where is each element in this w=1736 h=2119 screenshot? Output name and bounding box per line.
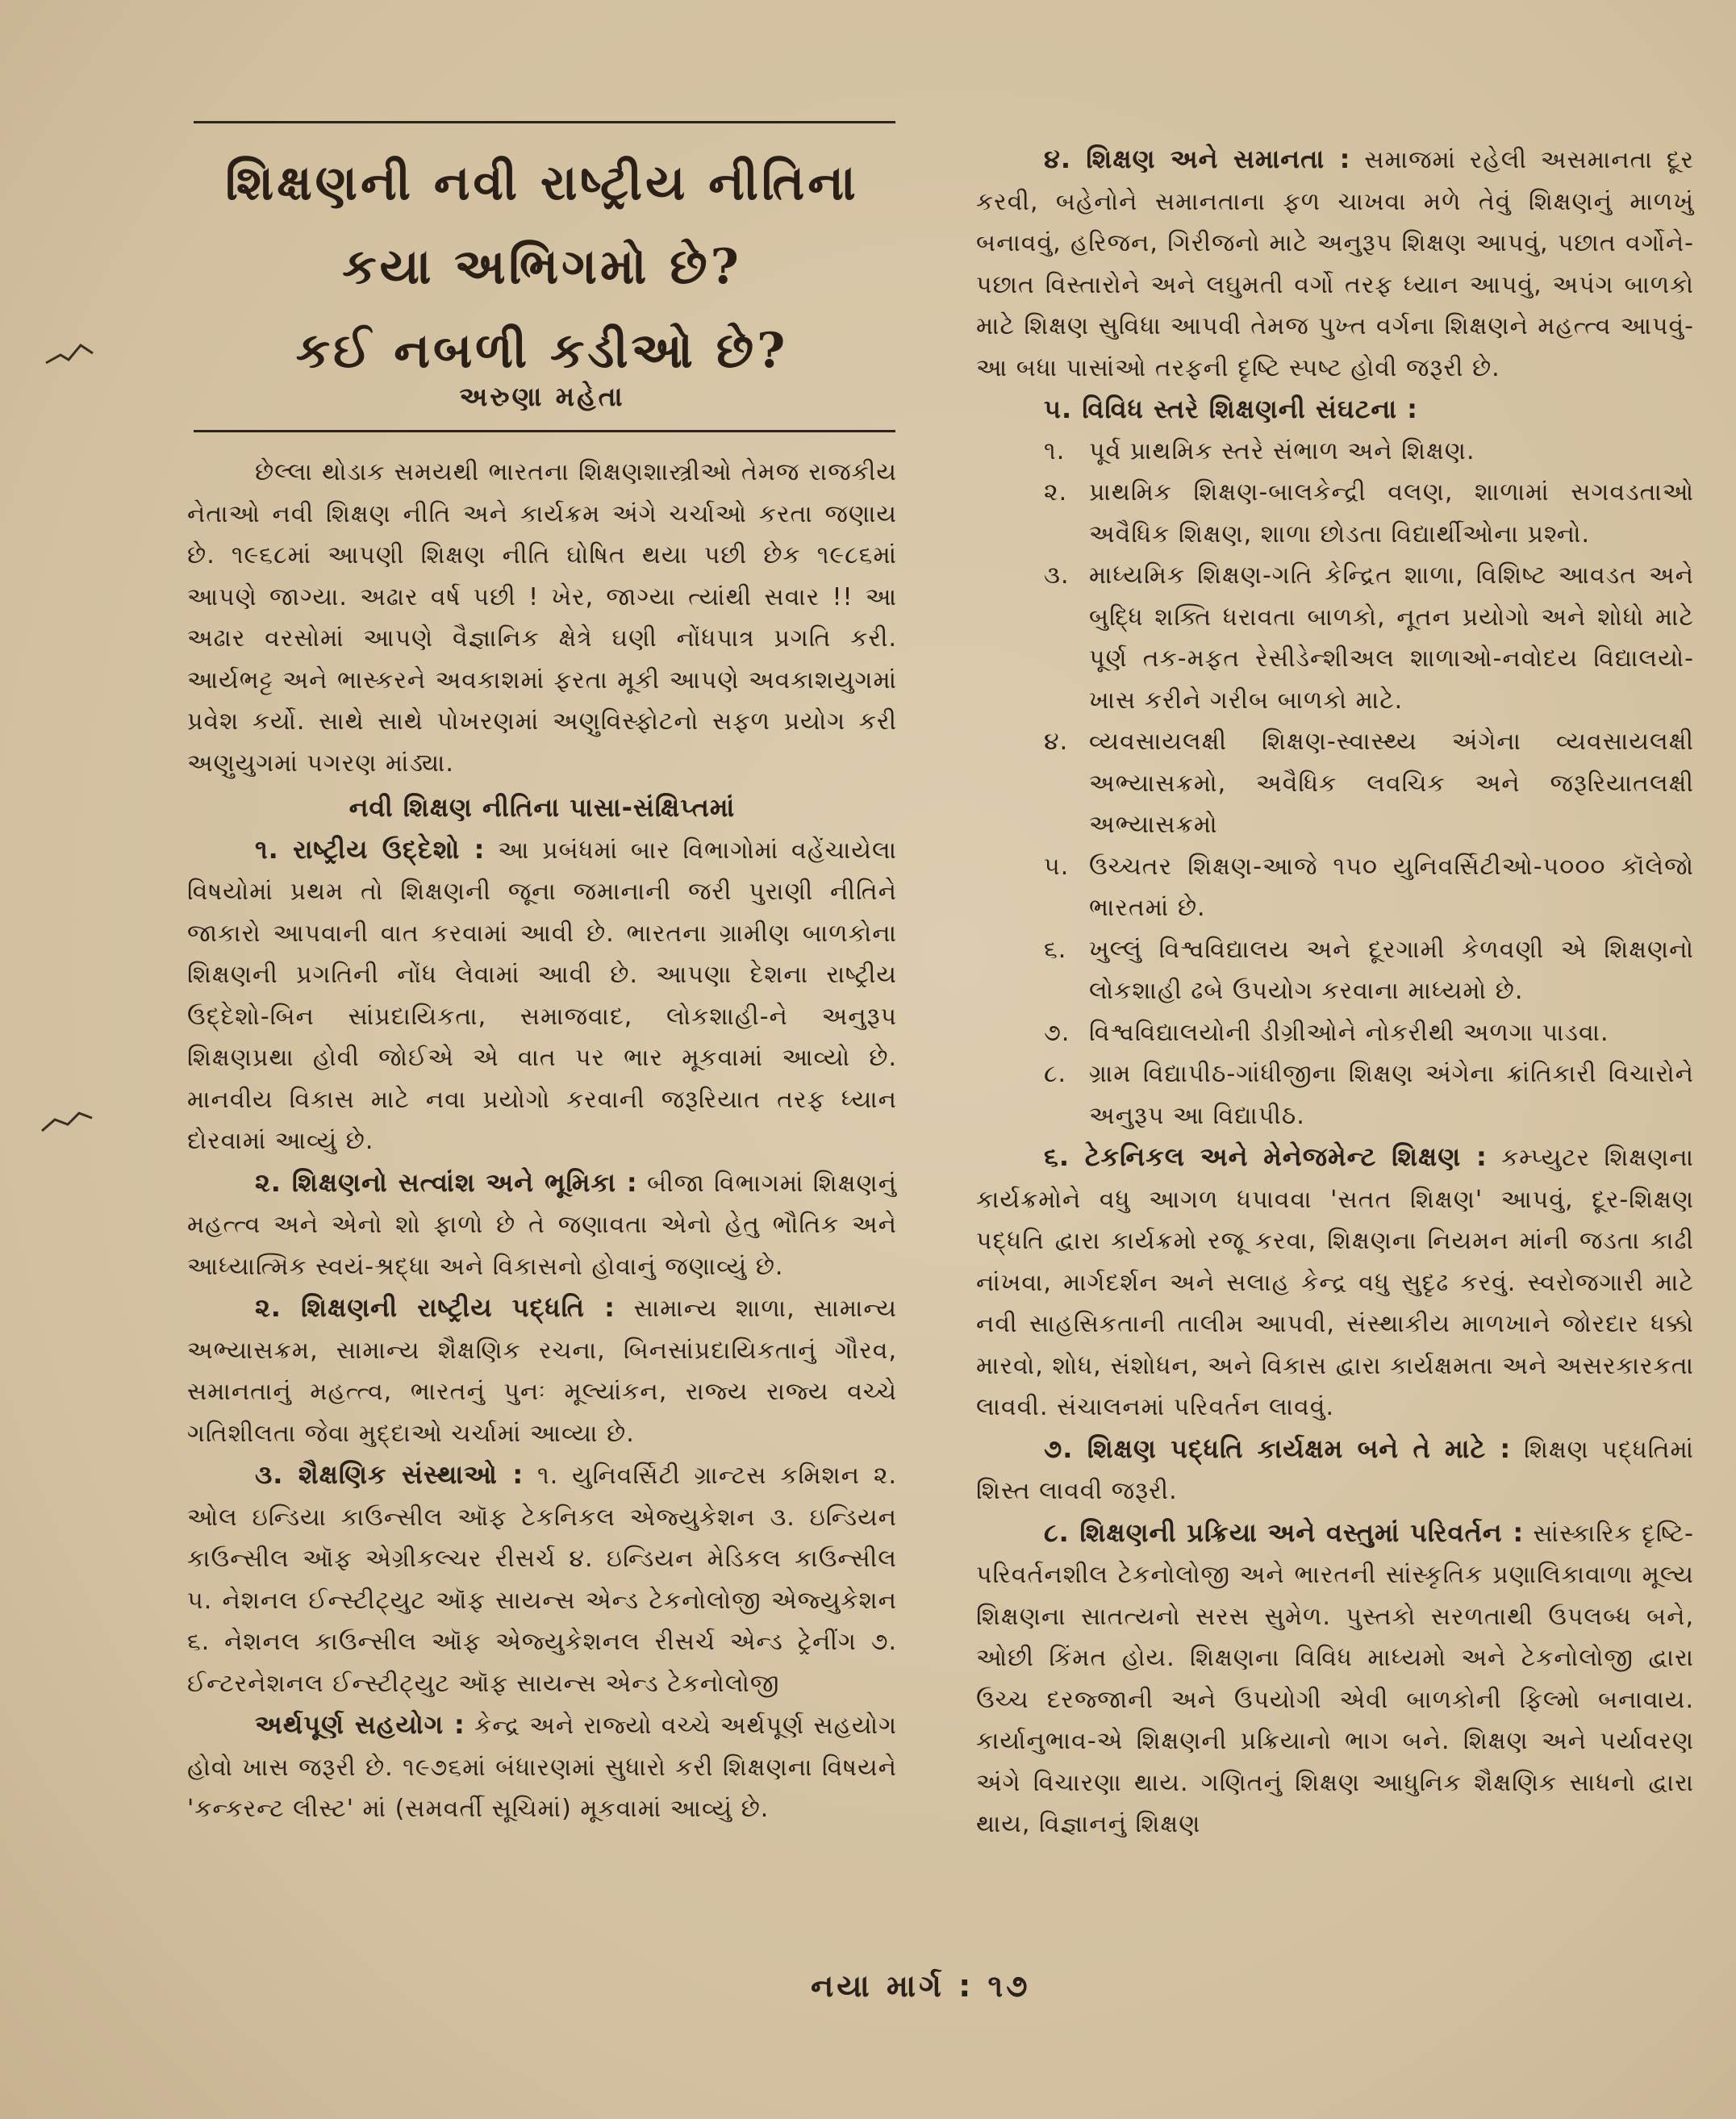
section-r7 xyxy=(976,1429,1694,1512)
article-title xyxy=(187,141,897,393)
author-name: અરુણા મહેતા xyxy=(459,381,625,412)
title-top-rule xyxy=(194,121,895,123)
section-5-body: કેન્દ્ર અને રાજ્યો વચ્ચે અર્થપૂર્ણ સહયોગ હોવો ખાસ જરૂરી છે. ૧૯૭૬માં બંધારણમાં સુધારો કરી શિક્ષણના વિષયને 'કન્કરન્ટ લીસ્ટ' માં (સમવર્તી સૂચિમાં) મૂકવામાં આવ્યું છે. xyxy=(187,1712,897,1823)
title-line-1: શિક્ષણની નવી રાષ્ટ્રીય નીતિના xyxy=(225,155,859,211)
list-item: ૮. ગ્રામ વિદ્યાપીઠ-ગાંધીજીના શિક્ષણ અંગેના ક્રાંતિકારી વિચારોને અનુરૂપ આ વિદ્યાપીઠ. xyxy=(1044,1060,1694,1130)
section-r8 xyxy=(976,1512,1694,1846)
section-r4-heading: ૪. શિક્ષણ અને સમાનતા : xyxy=(1044,144,1351,174)
section-5 xyxy=(187,1704,897,1830)
section-4 xyxy=(187,1454,897,1704)
section-r7-body: શિક્ષણ પદ્ધતિમાં શિસ્ત લાવવી જરૂરી. xyxy=(976,1435,1694,1505)
list-item: ૭. વિશ્વવિદ્યાલયોની ડીગ્રીઓને નોકરીથી અળગા પાડવા. xyxy=(1044,1018,1609,1047)
title-bottom-rule xyxy=(194,430,895,432)
section-5-heading: અર્થપૂર્ણ સહયોગ : xyxy=(255,1709,465,1740)
levels-list xyxy=(976,431,1694,1137)
section-r6-body: કમ્પ્યુટર શિક્ષણના કાર્યક્રમોને વધુ આગળ ધપાવવા 'સતત શિક્ષણ' આપવું, દૂર-શિક્ષણ પદ્ધતિ દ્વારા કાર્યક્રમો રજૂ કરવા, શિક્ષણના નિયમન માંની જડતા કાઢી નાંખવા, માર્ગદર્શન અને સલાહ કેન્દ્ર વધુ સુદૃઢ કરવું. સ્વરોજગારી માટે નવી સાહસિકતાની તાલીમ આપવી, સંસ્થાકીય માળખાને જોરદાર ધક્કો મારવો, શોધ, સંશોધન, અને વિકાસ દ્વારા કાર્યક્ષમતા અને અસરકારકતા લાવવી. સંચાલનમાં પરિવર્તન લાવવું. xyxy=(976,1144,1694,1421)
paper-tear-mark xyxy=(40,1105,97,1137)
title-line-2: કયા અભિગમો છે? xyxy=(342,239,742,295)
section-3-body: સામાન્ય શાળા, સામાન્ય અભ્યાસક્રમ, સામાન્ય શૈક્ષણિક રચના, બિનસાંપ્રદાયિકતાનું ગૌરવ, સમાનતાનું મહત્ત્વ, ભારતનું પુનઃ મૂલ્યાંકન, રાજ્ય રાજ્ય વચ્ચે ગતિશીલતા જેવા મુદ્દાઓ ચર્ચામાં આવ્યા છે. xyxy=(187,1295,897,1448)
intro-paragraph: છેલ્લા થોડાક સમયથી ભારતના શિક્ષણશાસ્ત્રીઓ તેમજ રાજકીય નેતાઓ નવી શિક્ષણ નીતિ અને કાર્યક્રમ અંગે ચર્ચાઓ કરતા જણાય છે. ૧૯૬૮માં આપણી શિક્ષણ નીતિ ઘોષિત થયા પછી છેક ૧૯૮૬માં આપણે જાગ્યા. અઢાર વર્ષ પછી ! ખેર, જાગ્યા ત્યાંથી સવાર !! આ અઢાર વરસોમાં આપણે વૈજ્ઞાનિક ક્ષેત્રે ઘણી નોંધપાત્ર પ્રગતિ કરી. આર્યભટ્ટ અને ભાસ્કરને અવકાશમાં ફરતા મૂકી આપણે અવકાશયુગમાં પ્રવેશ કર્યો. સાથે સાથે પોખરણમાં અણુવિસ્ફોટનો સફળ પ્રયોગ કરી અણુયુગમાં પગરણ માંડ્યા. xyxy=(187,458,897,778)
title-line-3: કઈ નબળી કડીઓ છે? xyxy=(295,323,789,379)
list-item: ૫. ઉચ્ચતર શિક્ષણ-આજે ૧૫૦ યુનિવર્સિટીઓ-૫૦૦૦ કૉલેજો ભારતમાં છે. xyxy=(1044,852,1694,922)
section-1-body: આ પ્રબંધમાં બાર વિભાગોમાં વહેંચાયેલા વિષયોમાં પ્રથમ તો શિક્ષણની જૂના જમાનાની જરી પુરાણી નીતિને જાકારો આપવાની વાત કરવામાં આવી છે. ભારતના ગ્રામીણ બાળકોના શિક્ષણની પ્રગતિની નોંધ લેવામાં આવી છે. આપણા દેશના રાષ્ટ્રીય ઉદ્દેશો-બિન સાંપ્રદાયિકતા, સમાજવાદ, લોકશાહી-ને અનુરૂપ શિક્ષણપ્રથા હોવી જોઈએ એ વાત પર ભાર મૂકવામાં આવ્યો છે. માનવીય વિકાસ માટે નવા પ્રયોગો કરવાની જરૂરિયાત તરફ ધ્યાન દોરવામાં આવ્યું છે. xyxy=(187,836,897,1155)
paper-tear-mark xyxy=(44,339,101,371)
section-2-body: બીજા વિભાગમાં શિક્ષણનું મહત્ત્વ અને એનો શો ફાળો છે તે જણાવતા એનો હેતુ ભૌતિક અને આધ્યાત્મિક સ્વયં-શ્રદ્ધા અને વિકાસનો હોવાનું જણાવ્યું છે. xyxy=(187,1169,897,1281)
left-column xyxy=(187,452,897,1830)
section-4-heading: ૩. શૈક્ષણિક સંસ્થાઓ : xyxy=(255,1459,524,1490)
section-r4 xyxy=(976,139,1694,389)
list-item: ૪. વ્યવસાયલક્ષી શિક્ષણ-સ્વાસ્થ્ય અંગેના વ્યવસાયલક્ષી અભ્યાસક્રમો, અવૈધિક લવચિક અને જરૂરિયાતલક્ષી અભ્યાસક્રમો xyxy=(1044,728,1694,839)
section-2 xyxy=(187,1162,897,1288)
list-item: ૩. માધ્યમિક શિક્ષણ-ગતિ કેન્દ્રિત શાળા, વિશિષ્ટ આવડત અને બુદ્ધિ શક્તિ ધરાવતા બાળકો, નૂતન પ્રયોગો અને શોધો માટે પૂર્ણ તક-મફત રેસીડેન્શીઅલ શાળાઓ-નવોદય વિદ્યાલયો-ખાસ કરીને ગરીબ બાળકો માટે. xyxy=(1044,561,1694,715)
page-footer: નયા માર્ગ : ૧૭ xyxy=(811,1968,1031,2004)
right-column xyxy=(976,139,1694,1846)
section-3 xyxy=(187,1287,897,1454)
section-r7-heading: ૭. શિક્ષણ પદ્ધતિ કાર્યક્ષમ બને તે માટે : xyxy=(1044,1433,1512,1464)
section-r6-heading: ૬. ટેકનિકલ અને મેનેજમેન્ટ શિક્ષણ : xyxy=(1044,1141,1488,1172)
section-r8-heading: ૮. શિક્ષણની પ્રક્રિયા અને વસ્તુમાં પરિવર્તન : xyxy=(1044,1516,1525,1548)
section-subheading: નવી શિક્ષણ નીતિના પાસા-સંક્ષિપ્તમાં xyxy=(348,792,736,823)
section-4-body: ૧. યુનિવર્સિટી ગ્રાન્ટસ કમિશન ૨. ઓલ ઇન્ડિયા કાઉન્સીલ ઑફ ટેકનિકલ એજ્યુકેશન ૩. ઇન્ડિયન કાઉન્સીલ ઑફ એગ્રીકલ્ચર રીસર્ચ ૪. ઇન્ડિયન મેડિકલ કાઉન્સીલ ૫. નેશનલ ઈન્સ્ટીટ્યુટ ઑફ સાયન્સ એન્ડ ટેકનોલોજી એજ્યુકેશન ૬. નેશનલ કાઉન્સીલ ઑફ એજ્યુકેશનલ રીસર્ચ એન્ડ ટ્રેનીંગ ૭. ઈન્ટરનેશનલ ઈન્સ્ટીટ્યુટ ઑફ સાયન્સ એન્ડ ટેકનોલોજી xyxy=(187,1462,897,1698)
section-r4-body: સમાજમાં રહેલી અસમાનતા દૂર કરવી, બહેનોને સમાનતાના ફળ ચાખવા મળે તેવું શિક્ષણનું માળખું બનાવવું, હરિજન, ગિરીજનો માટે અનુરૂપ શિક્ષણ આપવું, પછાત વર્ગોને-પછાત વિસ્તારોને અને લઘુમતી વર્ગો તરફ ધ્યાન આપવું, અપંગ બાળકો માટે શિક્ષણ સુવિધા આપવી તેમજ પુખ્ત વર્ગના શિક્ષણને મહત્ત્વ આપવું-આ બધા પાસાંઓ તરફની દૃષ્ટિ સ્પષ્ટ હોવી જરૂરી છે. xyxy=(976,146,1694,382)
list-item: ૨. પ્રાથમિક શિક્ષણ-બાલકેન્દ્રી વલણ, શાળામાં સગવડતાઓ અવૈધિક શિક્ષણ, શાળા છોડતા વિદ્યાર્થીઓના પ્રશ્નો. xyxy=(1044,478,1694,549)
section-1-heading: ૧. રાષ્ટ્રીય ઉદ્દેશો : xyxy=(255,833,486,865)
section-r5-heading: ૫. વિવિધ સ્તરે શિક્ષણની સંઘટના : xyxy=(1044,394,1418,424)
section-r8-body: સાંસ્કારિક દૃષ્ટિ-પરિવર્તનશીલ ટેકનોલોજી અને ભારતની સાંસ્કૃતિક પ્રણાલિકાવાળા મૂલ્ય શિક્ષણના સાતત્યનો સરસ સુમેળ. પુસ્તકો સરળતાથી ઉપલબ્ધ બને, ઓછી કિંમત હોય. શિક્ષણના વિવિધ માધ્યમો અને ટેકનોલોજી દ્વારા ઉચ્ચ દરજ્જાની અને ઉપયોગી એવી બાળકોની ફિલ્મો બનાવાય. કાર્યાનુભાવ-એ શિક્ષણની પ્રક્રિયાનો ભાગ બને. શિક્ષણ અને પર્યાવરણ અંગે વિચારણા થાય. ગણિતનું શિક્ષણ આધુનિક શૈક્ષણિક સાધનો દ્વારા થાય, વિજ્ઞાનનું શિક્ષણ xyxy=(976,1519,1694,1838)
section-1 xyxy=(187,829,897,1162)
section-2-heading: ૨. શિક્ષણનો સત્વાંશ અને ભૂમિકા : xyxy=(255,1166,638,1198)
section-3-heading: ૨. શિક્ષણની રાષ્ટ્રીય પદ્ધતિ : xyxy=(255,1292,616,1323)
list-item: ૬. ખુલ્લું વિશ્વવિદ્યાલય અને દૂરગામી કેળવણી એ શિક્ષણનો લોકશાહી ઢબે ઉપયોગ કરવાના માધ્યમો છે. xyxy=(1044,935,1694,1005)
section-r6 xyxy=(976,1137,1694,1429)
list-item: ૧. પૂર્વ પ્રાથમિક સ્તરે સંભાળ અને શિક્ષણ. xyxy=(1044,436,1475,465)
